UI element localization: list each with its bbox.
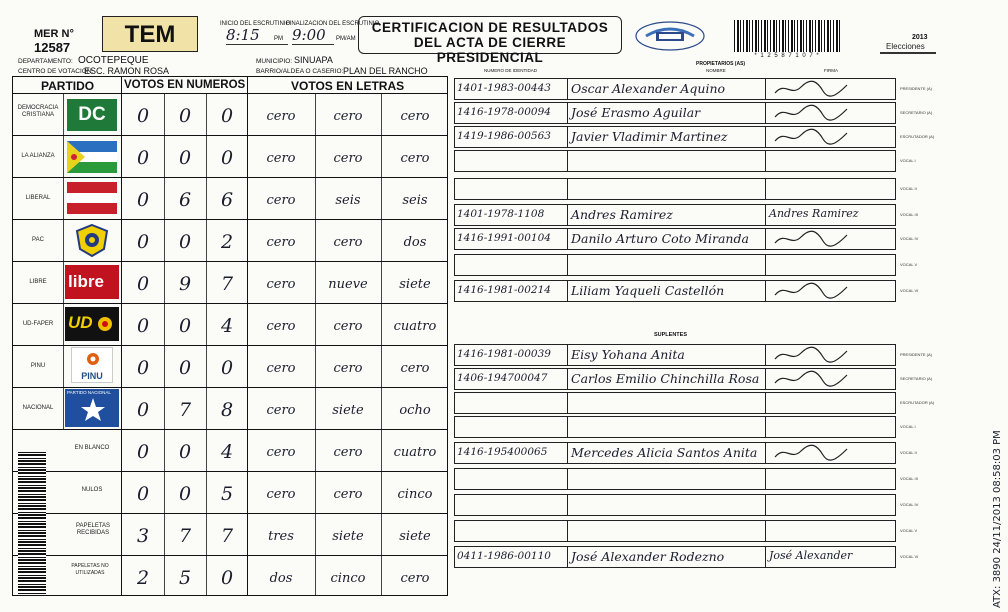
roster-name: Javier Vladimir Martinez bbox=[571, 129, 728, 144]
roster-row bbox=[454, 102, 896, 124]
ud-logo-text: UD bbox=[68, 313, 93, 332]
vote-word-cell: cero bbox=[333, 319, 363, 334]
roster-id: 1416-1981-00039 bbox=[457, 348, 551, 360]
roster-name: Carlos Emilio Chinchilla Rosa bbox=[571, 371, 760, 386]
vote-word-cell: cero bbox=[266, 193, 296, 208]
vote-number-cell: 0 bbox=[220, 357, 234, 379]
vote-number-cell: 0 bbox=[178, 231, 192, 253]
year-label: 2013 bbox=[912, 34, 928, 41]
vote-word-cell: cero bbox=[400, 109, 430, 124]
roster-row bbox=[454, 254, 896, 276]
signature-scribble-icon bbox=[771, 79, 851, 99]
row-label-papeletas-no-utilizadas: PAPELETAS NO UTILIZADAS bbox=[71, 563, 109, 576]
roster-role: PRESIDENTE (A) bbox=[900, 352, 933, 357]
vote-number-cell: 0 bbox=[178, 483, 192, 505]
roster-row bbox=[454, 546, 896, 568]
roster-role: PRESIDENTE (A) bbox=[900, 86, 933, 91]
roster-row bbox=[454, 494, 896, 516]
roster-id: 1401-1978-1108 bbox=[457, 208, 545, 220]
vote-word-cell: cero bbox=[333, 235, 363, 250]
signature-scribble-icon bbox=[771, 443, 851, 463]
departamento-label: DEPARTAMENTO: bbox=[18, 58, 73, 65]
row-label-nacional: NACIONAL bbox=[22, 405, 54, 411]
vote-word-cell: seis bbox=[402, 193, 428, 208]
vote-number-cell: 0 bbox=[136, 273, 150, 295]
row-label-pac: PAC bbox=[32, 237, 44, 243]
vote-number-cell: 2 bbox=[220, 231, 234, 253]
numero-identidad-header: NUMERO DE IDENTIDAD bbox=[484, 68, 538, 73]
roster-row bbox=[454, 416, 896, 438]
vote-number-cell: 7 bbox=[220, 525, 234, 547]
vote-word-cell: cero bbox=[266, 487, 296, 502]
roster-role: VOCAL IV bbox=[900, 502, 919, 507]
col-partido-header: PARTIDO bbox=[41, 79, 95, 93]
roster-id: 1416-195400065 bbox=[457, 446, 548, 458]
vote-number-cell: 0 bbox=[136, 147, 150, 169]
roster-role: VOCAL I bbox=[900, 424, 916, 429]
nacional-logo-text: PARTIDO NACIONAL bbox=[67, 390, 111, 395]
roster-id: 1416-1981-00214 bbox=[457, 284, 551, 296]
vote-word-cell: dos bbox=[269, 571, 293, 586]
vote-number-cell: 6 bbox=[220, 189, 234, 211]
inicio-label: INICIO DEL ESCRUTINIO bbox=[220, 21, 291, 27]
col-letras-header: VOTOS EN LETRAS bbox=[291, 79, 405, 93]
roster-role: VOCAL III bbox=[900, 212, 918, 217]
roster-name: Andres Ramirez bbox=[571, 207, 673, 222]
roster-row bbox=[454, 344, 896, 366]
roster-id: 1401-1983-00443 bbox=[457, 82, 551, 94]
vote-number-cell: 0 bbox=[136, 315, 150, 337]
roster-id: 1406-194700047 bbox=[457, 372, 548, 384]
inicio-time: 8:15 bbox=[226, 26, 260, 44]
municipio-value: SINUAPA bbox=[294, 55, 333, 65]
roster-row bbox=[454, 178, 896, 200]
vote-word-cell: cero bbox=[266, 445, 296, 460]
final-time: 9:00 bbox=[292, 26, 326, 44]
vote-number-cell: 4 bbox=[220, 315, 234, 337]
title-line2: DEL ACTA DE CIERRE PRESIDENCIAL bbox=[413, 35, 567, 65]
vote-word-cell: siete bbox=[332, 529, 364, 544]
vote-number-cell: 8 bbox=[220, 399, 234, 421]
barrio-value: PLAN DEL RANCHO bbox=[343, 66, 428, 76]
roster-name: Danilo Arturo Coto Miranda bbox=[571, 231, 749, 246]
roster-row bbox=[454, 150, 896, 172]
centro-value: ESC. RAMON ROSA bbox=[84, 66, 170, 76]
roster-name: José Alexander Rodezno bbox=[571, 549, 725, 564]
row-label-en-blanco: EN BLANCO bbox=[74, 445, 110, 451]
row-label-alianza: LA ALIANZA bbox=[21, 153, 55, 159]
roster-row bbox=[454, 78, 896, 100]
vote-number-cell: 0 bbox=[136, 399, 150, 421]
vote-number-cell: 6 bbox=[178, 189, 192, 211]
vote-word-cell: cero bbox=[333, 487, 363, 502]
roster-role: VOCAL II bbox=[900, 186, 917, 191]
vote-number-cell: 0 bbox=[136, 441, 150, 463]
vote-word-cell: seis bbox=[335, 193, 361, 208]
vote-number-cell: 0 bbox=[178, 147, 192, 169]
vote-number-cell: 7 bbox=[178, 399, 192, 421]
roster-role: ESCRUTADOR (A) bbox=[900, 400, 935, 405]
roster-row bbox=[454, 520, 896, 542]
roster-row bbox=[454, 442, 896, 464]
header-barcode bbox=[734, 20, 840, 52]
vote-word-cell: dos bbox=[403, 235, 427, 250]
vote-word-cell: cero bbox=[400, 571, 430, 586]
roster-role: VOCAL V bbox=[900, 528, 918, 533]
vote-number-cell: 0 bbox=[220, 567, 234, 589]
dc-logo-icon: DC bbox=[67, 99, 117, 131]
roster-role: VOCAL VI bbox=[900, 554, 919, 559]
mer-number: 12587 bbox=[34, 40, 71, 55]
signature-scribble-icon bbox=[771, 103, 851, 123]
municipio-label: MUNICIPIO: bbox=[256, 58, 293, 65]
side-barcode bbox=[18, 452, 46, 594]
liberal-logo-icon bbox=[67, 182, 117, 214]
departamento-value: OCOTEPEQUE bbox=[78, 55, 149, 66]
row-label-nulos: NULOS bbox=[81, 487, 103, 493]
vote-word-cell: cuatro bbox=[393, 319, 437, 334]
roster-id: 1416-1978-00094 bbox=[457, 106, 551, 118]
signature-scribble-icon bbox=[771, 127, 851, 147]
vote-word-cell: ocho bbox=[399, 403, 431, 418]
vote-number-cell: 3 bbox=[136, 525, 150, 547]
vote-number-cell: 5 bbox=[178, 567, 192, 589]
roster-name: Mercedes Alicia Santos Anita bbox=[571, 445, 758, 460]
mer-label: MER N° bbox=[34, 28, 74, 40]
roster-row bbox=[454, 204, 896, 226]
roster-id: 0411-1986-00110 bbox=[457, 550, 551, 562]
vote-number-cell: 7 bbox=[220, 273, 234, 295]
pac-logo-icon bbox=[75, 223, 109, 257]
vote-word-cell: cero bbox=[333, 151, 363, 166]
pinu-logo-text: PINU bbox=[81, 371, 103, 381]
barcode-number: * 1 2 5 8 7 1 0 7 * bbox=[754, 53, 820, 59]
roster-role: VOCAL IV bbox=[900, 236, 919, 241]
pm-label: PM bbox=[274, 36, 283, 42]
roster-name: Eisy Yohana Anita bbox=[571, 347, 685, 362]
vote-word-cell: cero bbox=[333, 445, 363, 460]
vote-number-cell: 4 bbox=[220, 441, 234, 463]
barrio-label: BARRIO/ALDEA O CASERIO: bbox=[256, 68, 344, 75]
centro-label: CENTRO DE VOTACION: bbox=[18, 68, 94, 75]
firma-header: FIRMA bbox=[824, 68, 838, 73]
vote-word-cell: siete bbox=[399, 277, 431, 292]
signature-scribble-icon bbox=[771, 345, 851, 365]
vote-number-cell: 0 bbox=[178, 357, 192, 379]
document-title-box bbox=[358, 16, 622, 65]
propietarios-header: PROPIETARIOS (AS) bbox=[696, 61, 746, 67]
vote-number-cell: 5 bbox=[220, 483, 234, 505]
vote-word-cell: cinco bbox=[397, 487, 433, 502]
vote-number-cell: 0 bbox=[136, 231, 150, 253]
vote-number-cell: 0 bbox=[136, 189, 150, 211]
ud-faper-logo-icon bbox=[65, 307, 119, 341]
roster-role: VOCAL I bbox=[900, 158, 916, 163]
vote-number-cell: 7 bbox=[178, 525, 192, 547]
title-line1: CERTIFICACION DE RESULTADOS bbox=[371, 20, 609, 35]
roster-id: 1416-1991-00104 bbox=[457, 232, 551, 244]
vote-word-cell: cero bbox=[400, 151, 430, 166]
row-label-ud-faper: UD-FAPER bbox=[22, 321, 54, 327]
col-numeros-header: VOTOS EN NUMEROS bbox=[124, 79, 246, 91]
vote-table bbox=[12, 76, 448, 596]
vote-word-cell: cero bbox=[266, 319, 296, 334]
side-stamp: ATX: 3890 24/11/2013 08:58:03 PM bbox=[992, 430, 1003, 608]
vote-word-cell: cero bbox=[333, 361, 363, 376]
roster-role: VOCAL II bbox=[900, 450, 917, 455]
roster-signature: José Alexander bbox=[769, 549, 853, 562]
row-label-pinu: PINU bbox=[30, 363, 46, 369]
roster-name: Oscar Alexander Aquino bbox=[571, 81, 726, 96]
nombre-header: NOMBRE bbox=[706, 68, 726, 73]
elecciones-label: Elecciones bbox=[886, 42, 925, 51]
signature-scribble-icon bbox=[771, 281, 851, 301]
vote-word-cell: tres bbox=[268, 529, 294, 544]
nacional-logo-icon bbox=[65, 389, 119, 427]
vote-number-cell: 9 bbox=[178, 273, 192, 295]
vote-number-cell: 0 bbox=[178, 441, 192, 463]
roster-row bbox=[454, 468, 896, 490]
roster-id: 1419-1986-00563 bbox=[457, 130, 551, 142]
libre-logo-icon: libre bbox=[65, 265, 119, 299]
roster-role: SECRETARIO (A) bbox=[900, 376, 933, 381]
roster-row bbox=[454, 280, 896, 302]
vote-number-cell: 0 bbox=[220, 105, 234, 127]
vote-word-cell: cinco bbox=[330, 571, 366, 586]
vote-word-cell: cero bbox=[266, 277, 296, 292]
roster-role: VOCAL V bbox=[900, 262, 918, 267]
alianza-logo-icon bbox=[67, 141, 117, 173]
vote-word-cell: siete bbox=[399, 529, 431, 544]
vote-word-cell: cero bbox=[266, 235, 296, 250]
vote-word-cell: cero bbox=[400, 361, 430, 376]
roster-name: Liliam Yaqueli Castellón bbox=[571, 283, 725, 298]
vote-number-cell: 0 bbox=[136, 105, 150, 127]
roster-role: VOCAL VI bbox=[900, 288, 919, 293]
row-label-dc: DEMOCRACIA CRISTIANA bbox=[17, 105, 59, 118]
roster-name: José Erasmo Aguilar bbox=[571, 105, 701, 120]
vote-word-cell: siete bbox=[332, 403, 364, 418]
pinu-logo-icon bbox=[71, 347, 113, 383]
vote-number-cell: 0 bbox=[136, 483, 150, 505]
vote-word-cell: cero bbox=[266, 361, 296, 376]
tem-badge: TEM bbox=[102, 16, 198, 52]
vote-word-cell: nueve bbox=[328, 277, 368, 292]
roster-row bbox=[454, 368, 896, 390]
roster-role: VOCAL III bbox=[900, 476, 918, 481]
vote-number-cell: 0 bbox=[178, 315, 192, 337]
vote-word-cell: cuatro bbox=[393, 445, 437, 460]
row-label-liberal: LIBERAL bbox=[25, 195, 51, 201]
vote-word-cell: cero bbox=[333, 109, 363, 124]
row-label-libre: LIBRE bbox=[29, 279, 47, 285]
pm-am-label: PM/AM bbox=[336, 36, 356, 42]
roster-signature: Andres Ramirez bbox=[769, 207, 859, 220]
vote-number-cell: 0 bbox=[136, 357, 150, 379]
row-label-papeletas-recibidas: PAPELETAS RECIBIDAS bbox=[75, 523, 111, 536]
final-label: FINALIZACION DEL ESCRUTINIO bbox=[286, 21, 380, 27]
vote-number-cell: 0 bbox=[220, 147, 234, 169]
roster-row bbox=[454, 392, 896, 414]
vote-word-cell: cero bbox=[266, 403, 296, 418]
suplentes-header: SUPLENTES bbox=[654, 332, 688, 338]
signature-scribble-icon bbox=[771, 369, 851, 389]
vote-word-cell: cero bbox=[266, 151, 296, 166]
signature-scribble-icon bbox=[771, 229, 851, 249]
tse-logo-icon bbox=[634, 20, 706, 52]
vote-number-cell: 0 bbox=[178, 105, 192, 127]
roster-row bbox=[454, 228, 896, 250]
roster-role: ESCRUTADOR (A) bbox=[900, 134, 935, 139]
vote-word-cell: cero bbox=[266, 109, 296, 124]
roster-row bbox=[454, 126, 896, 148]
roster-role: SECRETARIO (A) bbox=[900, 110, 933, 115]
vote-number-cell: 2 bbox=[136, 567, 150, 589]
